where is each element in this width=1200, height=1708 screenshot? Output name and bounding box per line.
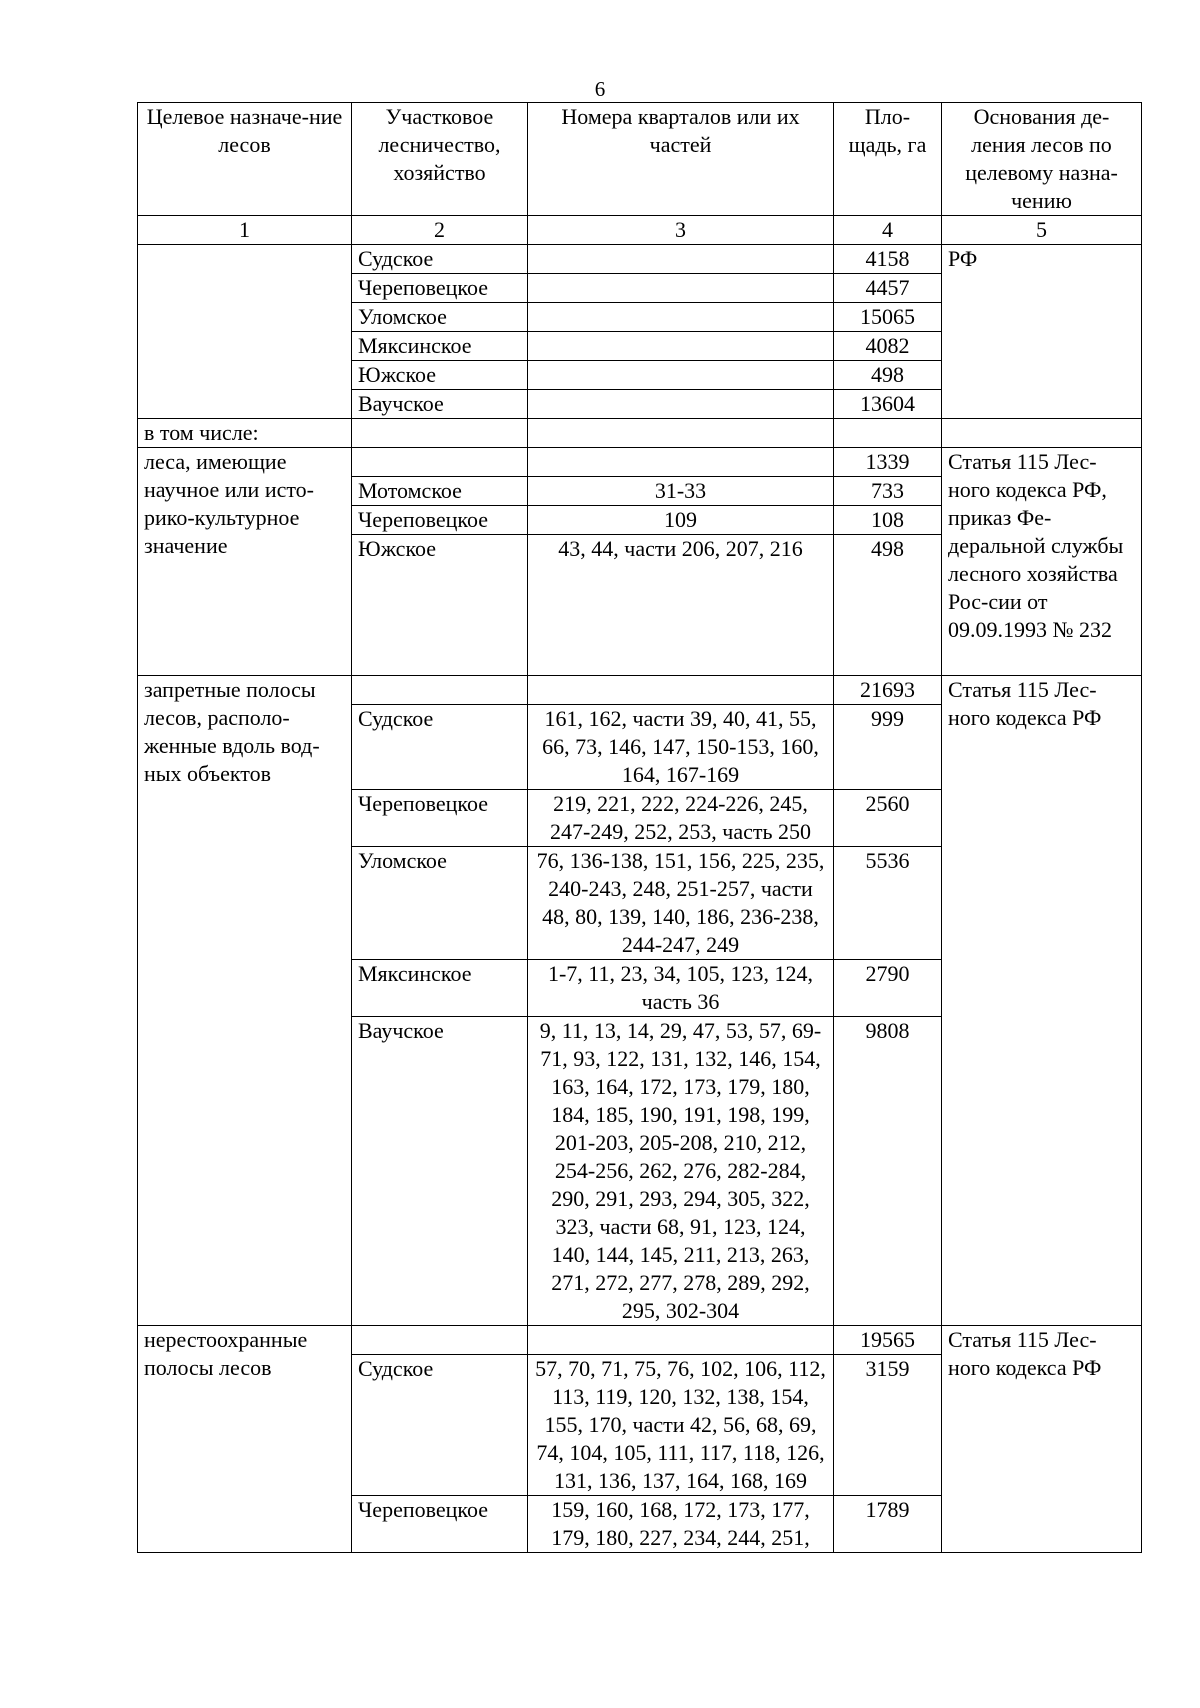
column-number: 4 — [834, 216, 942, 245]
forestry-cell: Мяксинское — [352, 960, 528, 1017]
quarters-cell: 109 — [528, 506, 834, 535]
quarters-cell: 76, 136-138, 151, 156, 225, 235, 240-243, 248, 251-257, части 48, 80, 139, 140, 186, 236-238, 244-247, 249 — [528, 847, 834, 960]
forestry-cell — [352, 1326, 528, 1355]
quarters-cell — [528, 274, 834, 303]
forestry-cell: Ваучское — [352, 390, 528, 419]
header-quarters: Номера кварталов или их частей — [528, 103, 834, 216]
forestry-cell — [352, 676, 528, 705]
header-row — [138, 103, 1142, 216]
quarters-cell — [528, 332, 834, 361]
basis-cell: Статья 115 Лес-ного кодекса РФ, приказ Фе-деральной службы лесного хозяйства Рос-сии от 09.09.1993 № 232 — [942, 448, 1142, 676]
area-total-cell: 21693 — [834, 676, 942, 705]
forestry-cell: Судское — [352, 705, 528, 790]
header-forestry: Участковое лесничество, хозяйство — [352, 103, 528, 216]
column-number: 1 — [138, 216, 352, 245]
table-row — [138, 676, 1142, 705]
including-row — [138, 419, 1142, 448]
quarters-cell: 1-7, 11, 23, 34, 105, 123, 124, часть 36 — [528, 960, 834, 1017]
area-cell: 5536 — [834, 847, 942, 960]
basis-cell: Статья 115 Лес-ного кодекса РФ — [942, 676, 1142, 1326]
quarters-cell: 159, 160, 168, 172, 173, 177, 179, 180, 227, 234, 244, 251, — [528, 1496, 834, 1553]
forestry-cell: Уломское — [352, 303, 528, 332]
area-cell: 498 — [834, 361, 942, 390]
quarters-cell: 161, 162, части 39, 40, 41, 55, 66, 73, 146, 147, 150-153, 160, 164, 167-169 — [528, 705, 834, 790]
header-basis: Основания де-ления лесов по целевому назна-чению — [942, 103, 1142, 216]
area-total-cell: 19565 — [834, 1326, 942, 1355]
quarters-cell: 31-33 — [528, 477, 834, 506]
purpose-cell: запретные полосы лесов, располо-женные вдоль вод-ных объектов — [138, 676, 352, 1326]
area-cell: 108 — [834, 506, 942, 535]
table-row — [138, 245, 1142, 274]
area-cell: 733 — [834, 477, 942, 506]
forestry-cell: Судское — [352, 245, 528, 274]
area-cell: 3159 — [834, 1355, 942, 1496]
area-cell: 15065 — [834, 303, 942, 332]
column-numbers-row — [138, 216, 1142, 245]
quarters-cell — [528, 361, 834, 390]
quarters-cell: 57, 70, 71, 75, 76, 102, 106, 112, 113, 119, 120, 132, 138, 154, 155, 170, части 42, 56, 68, 69, 74, 104, 105, 111, 117, 118, 126, 131, 136, 137, 164, 168, 169 — [528, 1355, 834, 1496]
forestry-cell: Южское — [352, 361, 528, 390]
table-row — [138, 448, 1142, 477]
table-row — [138, 1326, 1142, 1355]
forestry-cell: Череповецкое — [352, 274, 528, 303]
forestry-cell: Череповецкое — [352, 506, 528, 535]
including-label: в том числе: — [138, 419, 352, 448]
column-number: 2 — [352, 216, 528, 245]
area-total-cell: 1339 — [834, 448, 942, 477]
basis-cell: РФ — [942, 245, 1142, 419]
quarters-cell: 9, 11, 13, 14, 29, 47, 53, 57, 69-71, 93, 122, 131, 132, 146, 154, 163, 164, 172, 173, 179, 180, 184, 185, 190, 191, 198, 199, 201-203, 205-208, 210, 212, 254-256, 262, 276, 282-284, 290, 291, 293, 294, 305, 322, 323, части 68, 91, 123, 124, 140, 144, 145, 211, 213, 263, 271, 272, 277, 278, 289, 292, 295, 302-304 — [528, 1017, 834, 1326]
area-cell: 2790 — [834, 960, 942, 1017]
area-cell: 2560 — [834, 790, 942, 847]
page-number: 6 — [594, 77, 606, 101]
quarters-cell: 43, 44, части 206, 207, 216 — [528, 535, 834, 676]
forestry-cell: Уломское — [352, 847, 528, 960]
forestry-cell — [352, 419, 528, 448]
forestry-cell: Южское — [352, 535, 528, 676]
column-number: 5 — [942, 216, 1142, 245]
header-purpose: Целевое назначе-ние лесов — [138, 103, 352, 216]
quarters-cell: 219, 221, 222, 224-226, 245, 247-249, 252, 253, часть 250 — [528, 790, 834, 847]
area-cell: 498 — [834, 535, 942, 676]
quarters-cell — [528, 676, 834, 705]
area-cell: 13604 — [834, 390, 942, 419]
forestry-cell: Череповецкое — [352, 1496, 528, 1553]
header-area: Пло-щадь, га — [834, 103, 942, 216]
quarters-cell — [528, 245, 834, 274]
area-cell — [834, 419, 942, 448]
area-cell: 1789 — [834, 1496, 942, 1553]
area-cell: 4082 — [834, 332, 942, 361]
forestry-cell: Судское — [352, 1355, 528, 1496]
forestry-cell: Мяксинское — [352, 332, 528, 361]
quarters-cell — [528, 390, 834, 419]
forestry-cell: Мотомское — [352, 477, 528, 506]
area-cell: 9808 — [834, 1017, 942, 1326]
basis-cell: Статья 115 Лес-ного кодекса РФ — [942, 1326, 1142, 1553]
column-number: 3 — [528, 216, 834, 245]
quarters-cell — [528, 448, 834, 477]
area-cell: 4158 — [834, 245, 942, 274]
basis-cell — [942, 419, 1142, 448]
purpose-cell: леса, имеющие научное или исто-рико-культурное значение — [138, 448, 352, 676]
area-cell: 4457 — [834, 274, 942, 303]
quarters-cell — [528, 1326, 834, 1355]
purpose-cell: нерестоохранные полосы лесов — [138, 1326, 352, 1553]
forestry-cell: Череповецкое — [352, 790, 528, 847]
forestry-cell: Ваучское — [352, 1017, 528, 1326]
forest-purpose-table — [137, 102, 1142, 1553]
purpose-cell-empty — [138, 245, 352, 419]
forestry-cell — [352, 448, 528, 477]
area-cell: 999 — [834, 705, 942, 790]
quarters-cell — [528, 303, 834, 332]
quarters-cell — [528, 419, 834, 448]
